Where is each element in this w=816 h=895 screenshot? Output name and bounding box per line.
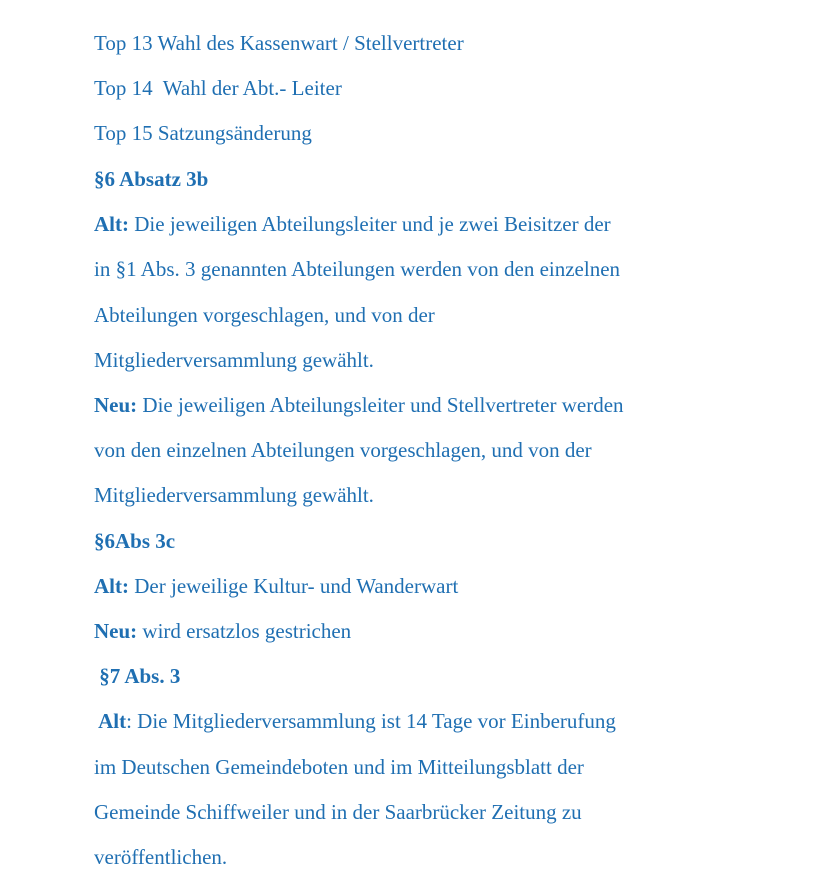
line-text: Abteilungen vorgeschlagen, und von der bbox=[94, 303, 435, 327]
line-text: Top 13 Wahl des Kassenwart / Stellvertreter bbox=[94, 31, 464, 55]
section-heading-6-3c bbox=[94, 528, 175, 554]
new-text-line bbox=[94, 392, 624, 418]
line-bold: Neu: bbox=[94, 393, 138, 417]
line-text: wird ersatzlos gestrichen bbox=[137, 619, 352, 643]
line-bold: §6 Absatz 3b bbox=[94, 167, 209, 191]
paragraph-line bbox=[94, 754, 584, 780]
line-text: im Deutschen Gemeindeboten und im Mitteilungsblatt der bbox=[94, 755, 584, 779]
line-text: Die jeweiligen Abteilungsleiter und Stellvertreter werden bbox=[137, 393, 624, 417]
line-bold: §6Abs 3c bbox=[94, 529, 176, 553]
paragraph-line bbox=[94, 482, 374, 508]
paragraph-line bbox=[94, 256, 620, 282]
old-text-line bbox=[94, 573, 458, 599]
old-text-line bbox=[94, 211, 611, 237]
paragraph-line bbox=[94, 799, 582, 825]
paragraph-line bbox=[94, 437, 592, 463]
line-bold: Alt bbox=[94, 709, 127, 733]
line-text: Top 15 Satzungsänderung bbox=[94, 121, 312, 145]
line-bold: §7 Abs. 3 bbox=[94, 664, 181, 688]
old-text-line bbox=[94, 708, 616, 734]
line-text: Gemeinde Schiffweiler und in der Saarbrücker Zeitung zu bbox=[94, 800, 582, 824]
line-text: Mitgliederversammlung gewählt. bbox=[94, 483, 374, 507]
line-text: von den einzelnen Abteilungen vorgeschlagen, und von der bbox=[94, 438, 592, 462]
section-heading-7-3 bbox=[94, 663, 180, 689]
section-heading-6-3b bbox=[94, 166, 208, 192]
line-bold: Neu: bbox=[94, 619, 138, 643]
line-text: in §1 Abs. 3 genannten Abteilungen werden von den einzelnen bbox=[94, 257, 621, 281]
line-text: Die jeweiligen Abteilungsleiter und je zwei Beisitzer der bbox=[129, 212, 611, 236]
line-text: Der jeweilige Kultur- und Wanderwart bbox=[129, 574, 459, 598]
agenda-item-top-13 bbox=[94, 30, 464, 56]
paragraph-line bbox=[94, 347, 374, 373]
agenda-item-top-14 bbox=[94, 75, 342, 101]
paragraph-line bbox=[94, 844, 227, 870]
line-bold: Alt: bbox=[94, 574, 129, 598]
line-text: veröffentlichen. bbox=[94, 845, 228, 869]
line-text: Top 14 Wahl der Abt.- Leiter bbox=[94, 76, 342, 100]
agenda-item-top-15 bbox=[94, 120, 312, 146]
line-text: : Die Mitgliederversammlung ist 14 Tage vor Einberufung bbox=[126, 709, 616, 733]
line-text: Mitgliederversammlung gewählt. bbox=[94, 348, 374, 372]
paragraph-line bbox=[94, 302, 435, 328]
line-bold: Alt: bbox=[94, 212, 129, 236]
new-text-line bbox=[94, 618, 351, 644]
